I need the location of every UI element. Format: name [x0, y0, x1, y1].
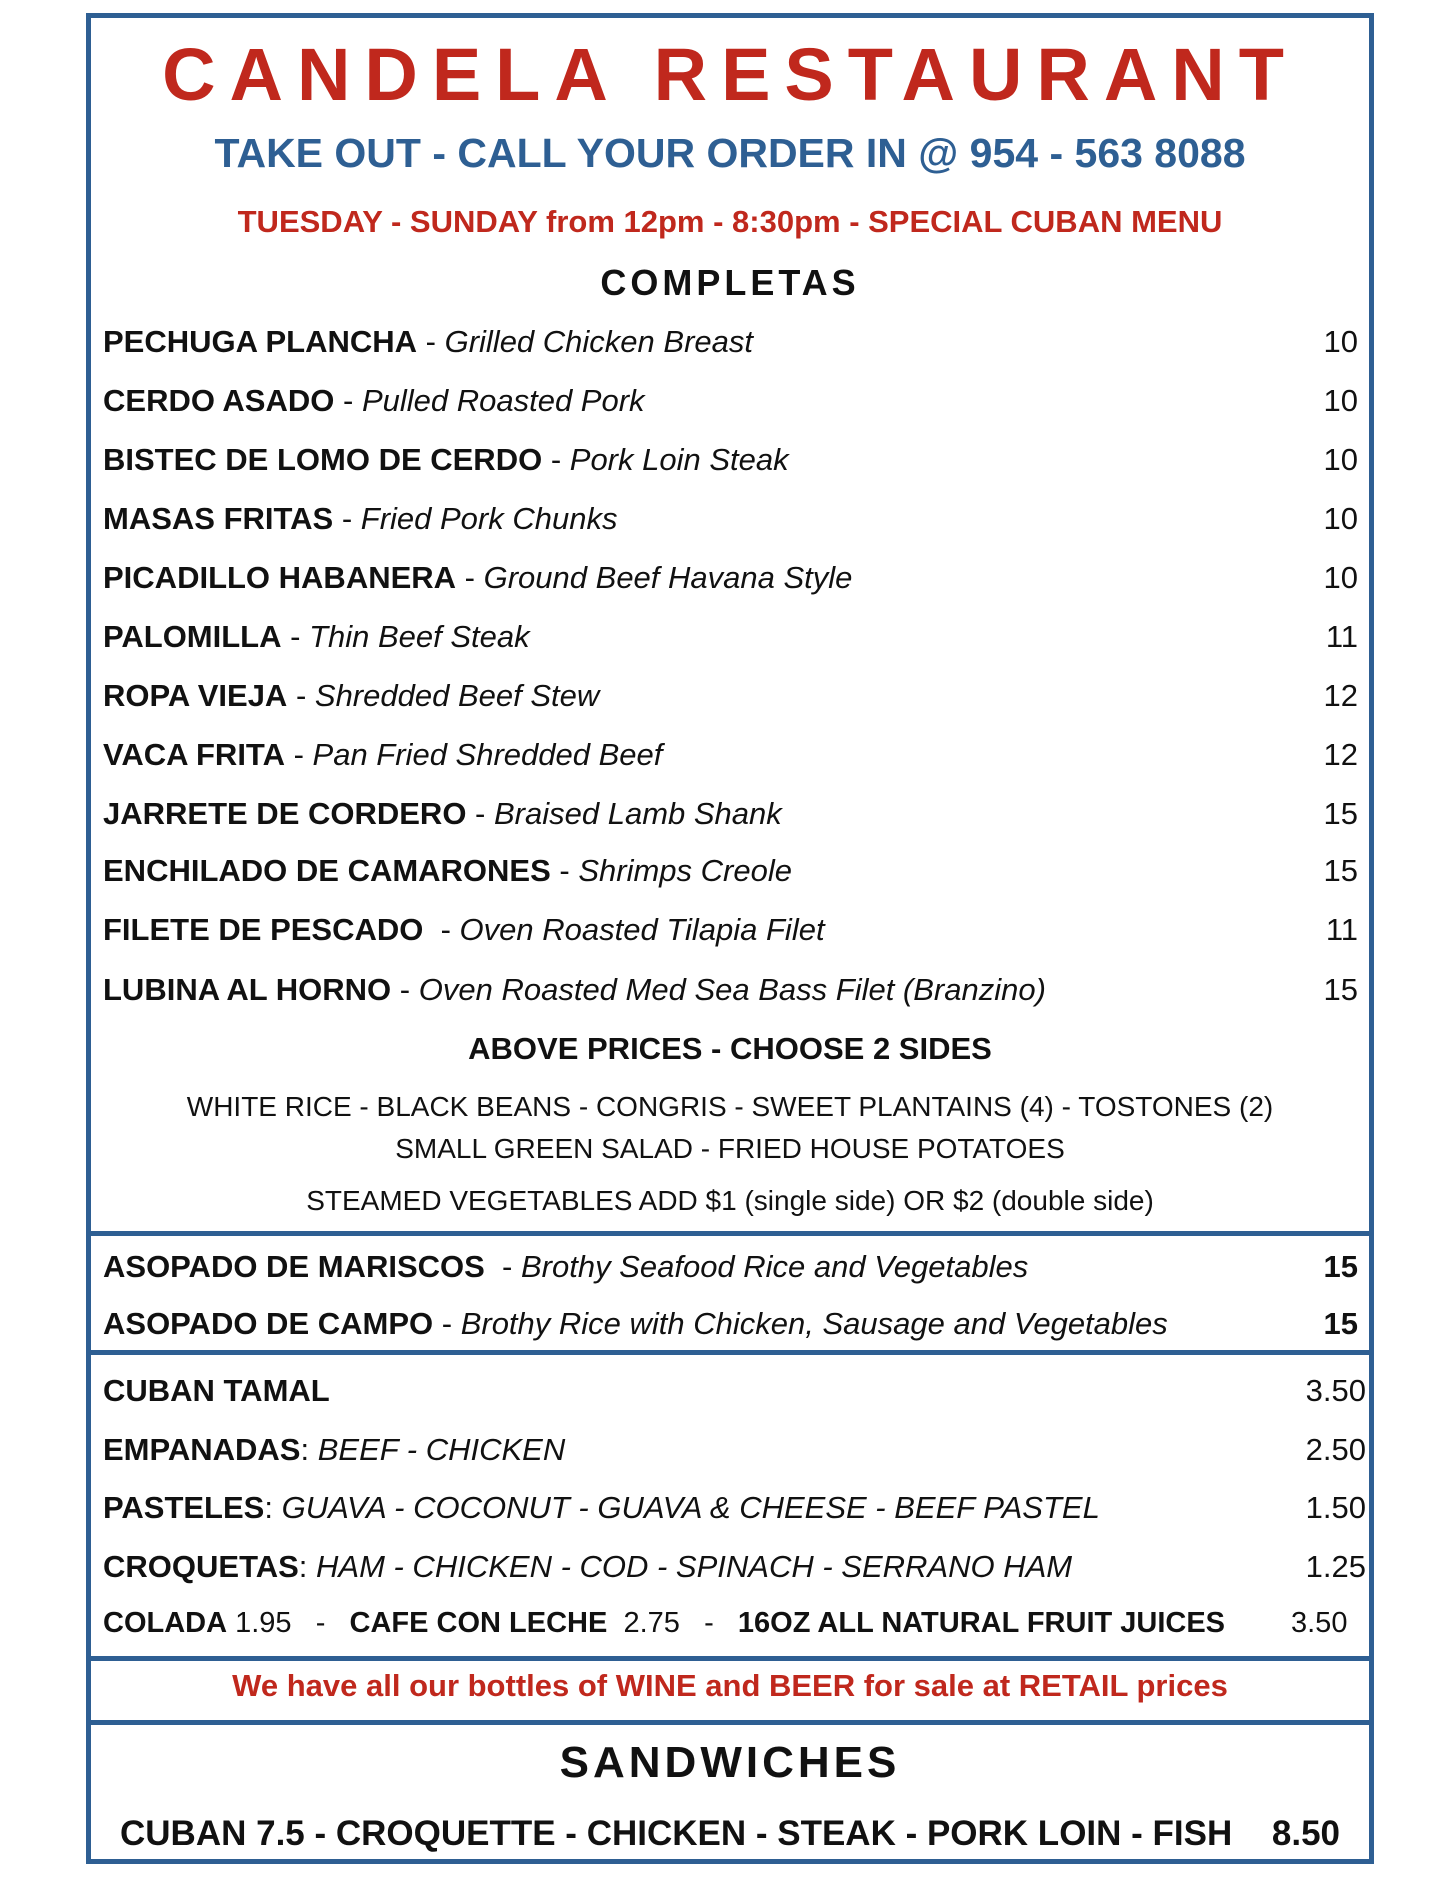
item-price: 15: [1323, 796, 1358, 831]
section-divider: [86, 1231, 1374, 1236]
item-description: Brothy Seafood Rice and Vegetables: [520, 1249, 1029, 1284]
snack-item: [103, 1549, 1366, 1593]
sides-line-3: STEAMED VEGETABLES ADD $1 (single side) OR $2 (double side): [306, 1185, 1154, 1216]
item-description: Oven Roasted Med Sea Bass Filet (Branzino): [418, 972, 1046, 1007]
item-name: FILETE DE PESCADO: [103, 912, 424, 947]
item-separator: -: [284, 737, 313, 772]
item-description: Shredded Beef Stew: [314, 678, 600, 713]
item-price: 2.50: [1305, 1432, 1366, 1467]
sides-line-2: SMALL GREEN SALAD - FRIED HOUSE POTATOES: [395, 1133, 1065, 1164]
item-price: 10: [1323, 560, 1358, 595]
choose-sides-heading: ABOVE PRICES - CHOOSE 2 SIDES: [468, 1031, 992, 1066]
colada-price: 1.95: [227, 1607, 292, 1639]
item-separator: -: [550, 853, 579, 888]
item-separator: -: [466, 796, 494, 831]
item-price: 12: [1323, 737, 1358, 772]
item-price: 10: [1323, 383, 1358, 418]
item-description: Brothy Rice with Chicken, Sausage and Vegetables: [460, 1306, 1168, 1341]
item-description: Shrimps Creole: [578, 853, 792, 888]
menu-item: [103, 853, 1358, 897]
item-separator: -: [542, 442, 570, 477]
item-price: 10: [1323, 442, 1358, 477]
restaurant-title: CANDELA RESTAURANT: [162, 33, 1298, 116]
menu-item: [103, 912, 1358, 956]
cafe-con-leche-label: CAFE CON LECHE: [349, 1607, 608, 1639]
item-separator: -: [417, 324, 445, 359]
item-separator: -: [391, 972, 419, 1007]
item-name: PICADILLO HABANERA: [103, 560, 457, 595]
section-divider: [86, 1656, 1374, 1661]
item-description: Pan Fried Shredded Beef: [312, 737, 663, 772]
item-separator: -: [484, 1249, 521, 1284]
menu-item: [103, 796, 1358, 840]
cafe-con-leche-price: 2.75: [607, 1607, 680, 1639]
snack-item: [103, 1490, 1366, 1534]
item-separator: -: [287, 678, 315, 713]
snack-item: [103, 1373, 1366, 1417]
item-separator: -: [334, 383, 362, 418]
item-name: CROQUETAS: [103, 1549, 299, 1584]
menu-item: [103, 442, 1358, 486]
item-price: 10: [1323, 324, 1358, 359]
drinks-separator: -: [291, 1607, 350, 1639]
item-price: 10: [1323, 501, 1358, 536]
menu-item: [103, 737, 1358, 781]
completas-heading: COMPLETAS: [600, 262, 860, 303]
item-separator: -: [333, 501, 361, 536]
sandwiches-line: [120, 1814, 1340, 1854]
item-description: Pork Loin Steak: [569, 442, 789, 477]
menu-item: [103, 501, 1358, 545]
item-description: Grilled Chicken Breast: [444, 324, 753, 359]
item-price: 15: [1323, 1306, 1358, 1341]
drinks-separator: -: [679, 1607, 738, 1639]
item-separator: :: [264, 1490, 282, 1525]
item-description: BEEF - CHICKEN: [317, 1432, 566, 1467]
item-description: GUAVA - COCONUT - GUAVA & CHEESE - BEEF PASTEL: [281, 1490, 1100, 1525]
item-name: JARRETE DE CORDERO: [103, 796, 467, 831]
menu-item: [103, 678, 1358, 722]
item-name: CERDO ASADO: [103, 383, 335, 418]
colada-label: COLADA: [103, 1607, 228, 1639]
item-separator: -: [423, 912, 460, 947]
asopado-item: [103, 1249, 1358, 1293]
item-price: 1.25: [1305, 1549, 1366, 1584]
item-name: PASTELES: [103, 1490, 265, 1525]
fruit-juices-label: 16OZ ALL NATURAL FRUIT JUICES: [737, 1607, 1226, 1639]
item-description: Pulled Roasted Pork: [361, 383, 645, 418]
item-price: 11: [1325, 619, 1358, 654]
item-name: ENCHILADO DE CAMARONES: [103, 853, 551, 888]
menu-item: [103, 324, 1358, 368]
item-name: ASOPADO DE MARISCOS: [103, 1249, 485, 1284]
wine-beer-notice: We have all our bottles of WINE and BEER for sale at RETAIL prices: [232, 1668, 1228, 1703]
sandwiches-list: CUBAN 7.5 - CROQUETTE - CHICKEN - STEAK - PORK LOIN - FISH: [120, 1814, 1233, 1853]
item-separator: -: [281, 619, 310, 654]
item-name: EMPANADAS: [103, 1432, 301, 1467]
snack-item: [103, 1432, 1366, 1476]
asopado-item: [103, 1306, 1358, 1350]
item-separator: -: [456, 560, 484, 595]
sides-line-1: WHITE RICE - BLACK BEANS - CONGRIS - SWEET PLANTAINS (4) - TOSTONES (2): [186, 1091, 1274, 1122]
item-price: 11: [1325, 912, 1358, 947]
item-description: Braised Lamb Shank: [494, 796, 782, 831]
item-name: ASOPADO DE CAMPO: [103, 1306, 434, 1341]
item-name: PECHUGA PLANCHA: [103, 324, 418, 359]
item-description: Thin Beef Steak: [309, 619, 530, 654]
sandwiches-heading: SANDWICHES: [559, 1738, 901, 1787]
item-price: 15: [1323, 853, 1358, 888]
item-price: 15: [1323, 1249, 1358, 1284]
fruit-juices-price: 3.50: [1291, 1607, 1348, 1639]
item-description: Oven Roasted Tilapia Filet: [459, 912, 825, 947]
item-name: LUBINA AL HORNO: [103, 972, 392, 1007]
item-name: CUBAN TAMAL: [103, 1373, 330, 1408]
item-name: MASAS FRITAS: [103, 501, 334, 536]
item-separator: :: [298, 1549, 316, 1584]
item-description: Ground Beef Havana Style: [483, 560, 853, 595]
item-price: 12: [1323, 678, 1358, 713]
item-name: ROPA VIEJA: [103, 678, 288, 713]
drinks-line: [103, 1607, 1348, 1640]
sandwiches-price: 8.50: [1271, 1814, 1340, 1853]
menu-item: [103, 972, 1358, 1016]
item-name: VACA FRITA: [103, 737, 285, 772]
item-separator: :: [300, 1432, 318, 1467]
hours-line: TUESDAY - SUNDAY from 12pm - 8:30pm - SPECIAL CUBAN MENU: [237, 204, 1223, 239]
item-separator: -: [433, 1306, 461, 1341]
menu-item: [103, 560, 1358, 604]
section-divider: [86, 1720, 1374, 1725]
item-description: HAM - CHICKEN - COD - SPINACH - SERRANO HAM: [316, 1549, 1073, 1584]
item-price: 3.50: [1305, 1373, 1366, 1408]
item-price: 1.50: [1305, 1490, 1366, 1525]
item-name: PALOMILLA: [103, 619, 282, 654]
menu-item: [103, 383, 1358, 427]
section-divider: [86, 1350, 1374, 1355]
item-price: 15: [1323, 972, 1358, 1007]
menu-item: [103, 619, 1358, 663]
takeout-phone-line: TAKE OUT - CALL YOUR ORDER IN @ 954 - 563 8088: [214, 130, 1246, 176]
item-name: BISTEC DE LOMO DE CERDO: [103, 442, 543, 477]
item-description: Fried Pork Chunks: [360, 501, 618, 536]
